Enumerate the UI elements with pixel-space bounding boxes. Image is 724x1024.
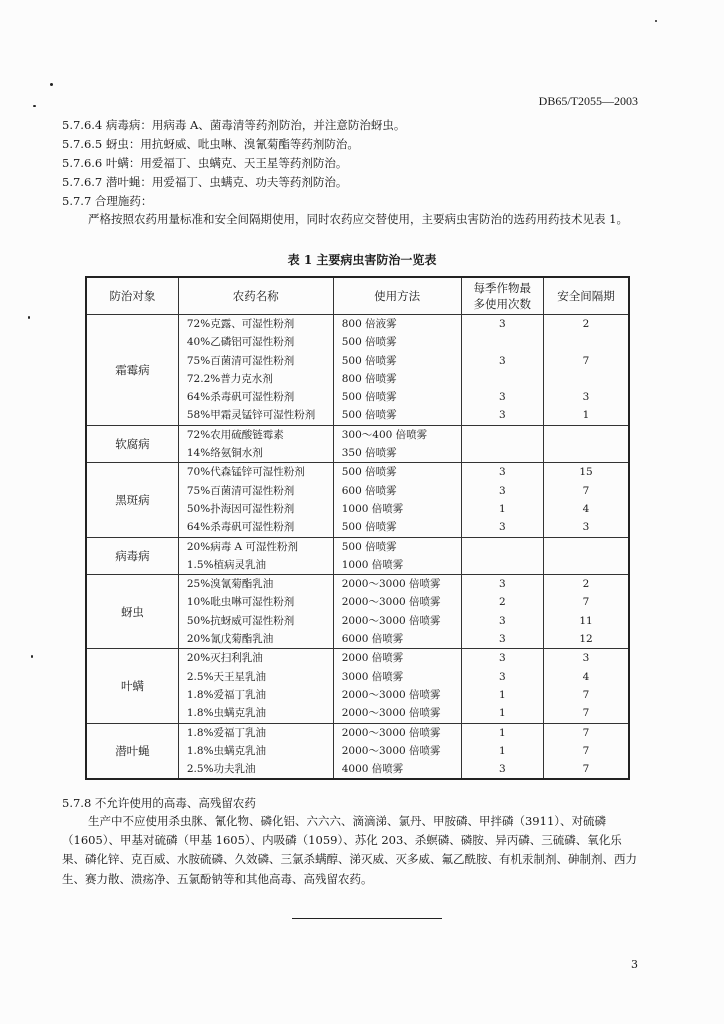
usage-method: 800 倍喷雾 — [341, 372, 397, 385]
clause-5-7-6-7: 5.7.6.7 潜叶蝇：用爱福丁、虫螨克、功夫等药剂防治。 — [62, 175, 348, 189]
pesticide-name: 50%扑海因可湿性粉剂 — [186, 502, 295, 515]
target-cell: 软腐病 — [86, 425, 178, 463]
safety-interval-cell — [544, 537, 629, 575]
pesticide-name: 1.8%爱福丁乳油 — [186, 726, 267, 739]
clause-5-7-6-6: 5.7.6.6 叶螨：用爱福丁、虫螨克、天王星等药剂防治。 — [62, 156, 348, 170]
clause-5-7-7-body: 严格按照农药用量标准和安全间隔期使用，同时农药应交替使用，主要病虫害防治的选药用药技术见表 1。 — [88, 212, 628, 226]
safety-interval: 7 — [582, 688, 590, 701]
target-cell: 蚜虫 — [86, 575, 178, 649]
target-cell: 病毒病 — [86, 537, 178, 575]
table-header-row — [86, 277, 629, 315]
safety-interval-cell — [544, 649, 629, 723]
pesticide-name: 72.2%普力克水剂 — [186, 372, 273, 385]
header-pesticide: 农药名称 — [178, 277, 333, 315]
safety-interval: 2 — [582, 318, 590, 330]
max-times — [462, 370, 543, 388]
pesticide-name: 50%抗蚜威可湿性粉剂 — [186, 614, 295, 627]
footer-rule — [292, 918, 442, 919]
usage-method: 2000 倍喷雾 — [341, 652, 404, 665]
table-group-row — [86, 425, 629, 463]
usage-method: 350 倍喷雾 — [341, 447, 397, 460]
safety-interval — [544, 370, 628, 388]
usage-method: 2000～3000 倍喷雾 — [341, 688, 441, 701]
pesticide-name: 25%溴氰菊酯乳油 — [186, 578, 274, 591]
pesticide-name: 64%杀毒矾可湿性粉剂 — [186, 391, 295, 404]
safety-interval-cell — [544, 425, 629, 463]
safety-interval — [544, 444, 628, 462]
max-times: 3 — [498, 484, 506, 497]
safety-interval — [544, 538, 628, 556]
safety-interval: 12 — [579, 633, 593, 646]
scan-speck — [28, 316, 30, 319]
max-times-cell — [461, 537, 543, 575]
safety-interval-cell — [544, 723, 629, 779]
clause-5-7-8-body: 生产中不应使用杀虫脒、氰化物、磷化铝、六六六、滴滴涕、氯丹、甲胺磷、甲拌磷（3911）、对硫磷（1605）、甲基对硫磷（甲基 1605）、内吸磷（1059）、苏化 203、杀螟磷、磷胺、异丙磷、三硫磷、氧化乐果、磷化锌、克百威、水胺硫磷、久效磷、三氯杀螨醇、涕灭威、灭多威、氟乙酰胺、有机汞制剂、砷制剂、西力生、赛力散、溃疡净、五氯酚钠等和其他高毒、高残留农药。 — [62, 814, 637, 886]
usage-method-cell — [333, 537, 461, 575]
max-times-cell — [461, 463, 543, 537]
safety-interval: 7 — [582, 744, 590, 757]
pesticide-name: 1.5%植病灵乳油 — [186, 558, 267, 571]
table-group-row — [86, 575, 629, 649]
pesticide-name: 58%甲霜灵锰锌可湿性粉剂 — [186, 409, 316, 422]
usage-method: 800 倍液雾 — [341, 318, 397, 330]
usage-method: 2000～3000 倍喷雾 — [341, 614, 441, 627]
pesticide-name-cell — [178, 315, 333, 426]
pesticide-name-cell — [178, 575, 333, 649]
target-cell: 黑斑病 — [86, 463, 178, 537]
usage-method: 500 倍喷雾 — [341, 521, 397, 534]
max-times: 3 — [498, 652, 506, 665]
header-max-times-line1: 每季作物最 — [473, 281, 532, 295]
usage-method: 2000～3000 倍喷雾 — [341, 596, 441, 609]
page-number: 3 — [631, 958, 638, 971]
table-group-row — [86, 315, 629, 426]
max-times-cell — [461, 315, 543, 426]
pesticide-name: 40%乙磷铝可湿性粉剂 — [186, 336, 295, 349]
max-times: 3 — [498, 614, 506, 627]
max-times: 3 — [498, 670, 506, 683]
pesticide-name-cell — [178, 463, 333, 537]
safety-interval-cell — [544, 315, 629, 426]
usage-method: 500 倍喷雾 — [341, 466, 397, 479]
usage-method: 600 倍喷雾 — [341, 484, 397, 497]
usage-method: 6000 倍喷雾 — [341, 633, 404, 646]
pesticide-name: 14%络氨铜水剂 — [186, 447, 263, 460]
target-cell: 霜霉病 — [86, 315, 178, 426]
max-times: 3 — [498, 521, 506, 534]
pesticide-name: 75%百菌清可湿性粉剂 — [186, 354, 295, 367]
pesticide-name-cell — [178, 723, 333, 779]
pesticide-name: 1.8%爱福丁乳油 — [186, 688, 267, 701]
usage-method: 2000～3000 倍喷雾 — [341, 707, 441, 720]
max-times: 3 — [498, 318, 506, 330]
max-times: 3 — [498, 578, 506, 591]
safety-interval: 7 — [582, 707, 590, 720]
clause-5-7-6-5: 5.7.6.5 蚜虫：用抗蚜威、吡虫啉、溴氰菊酯等药剂防治。 — [62, 137, 359, 151]
pesticide-name: 2.5%功夫乳油 — [186, 763, 256, 776]
pesticide-name: 70%代森锰锌可湿性粉剂 — [186, 466, 305, 479]
safety-interval: 7 — [582, 763, 590, 776]
pesticide-name-cell — [178, 537, 333, 575]
target-cell: 潜叶蝇 — [86, 723, 178, 779]
clause-5-7-8-title: 5.7.8 不允许使用的高毒、高残留农药 — [62, 796, 256, 810]
max-times: 1 — [498, 744, 506, 757]
safety-interval: 1 — [582, 409, 590, 422]
table-group-row — [86, 537, 629, 575]
clause-5-7-7-title: 5.7.7 合理施药： — [62, 194, 153, 208]
pesticide-name: 1.8%虫螨克乳油 — [186, 744, 267, 757]
max-times: 3 — [498, 466, 506, 479]
usage-method-cell — [333, 575, 461, 649]
header-max-times-line2: 多使用次数 — [473, 297, 532, 311]
table-group-row — [86, 463, 629, 537]
pesticide-name: 20%氰戊菊酯乳油 — [186, 633, 274, 646]
usage-method: 2000～3000 倍喷雾 — [341, 578, 441, 591]
usage-method: 500 倍喷雾 — [341, 540, 397, 553]
safety-interval: 4 — [582, 670, 590, 683]
pesticide-name: 2.5%天王星乳油 — [186, 670, 267, 683]
safety-interval — [544, 426, 628, 444]
table-group-row — [86, 649, 629, 723]
usage-method: 500 倍喷雾 — [341, 409, 397, 422]
scan-speck — [50, 83, 53, 86]
usage-method: 3000 倍喷雾 — [341, 670, 404, 683]
safety-interval: 2 — [582, 578, 590, 591]
max-times-cell — [461, 649, 543, 723]
safety-interval — [544, 333, 628, 351]
pesticide-name: 10%吡虫啉可湿性粉剂 — [186, 596, 295, 609]
header-method: 使用方法 — [333, 277, 461, 315]
usage-method-cell — [333, 315, 461, 426]
pest-control-table — [85, 276, 630, 780]
usage-method: 500 倍喷雾 — [341, 336, 397, 349]
pesticide-name: 1.8%虫螨克乳油 — [186, 707, 267, 720]
max-times: 3 — [498, 354, 506, 367]
safety-interval: 11 — [579, 614, 593, 627]
max-times — [462, 538, 543, 556]
clause-5-7-6-4: 5.7.6.4 病毒病：用病毒 A、菌毒清等药剂防治，并注意防治蚜虫。 — [62, 118, 406, 132]
table-group-row — [86, 723, 629, 779]
max-times: 1 — [498, 502, 506, 515]
pesticide-name: 75%百菌清可湿性粉剂 — [186, 484, 295, 497]
scan-speck — [31, 655, 33, 658]
max-times — [462, 426, 543, 444]
max-times-cell — [461, 425, 543, 463]
safety-interval-cell — [544, 463, 629, 537]
scan-speck — [655, 20, 657, 22]
max-times — [462, 556, 543, 574]
table-caption: 表 1 主要病虫害防治一览表 — [287, 253, 437, 267]
safety-interval: 3 — [582, 521, 590, 534]
safety-interval: 7 — [582, 596, 590, 609]
pesticide-name-cell — [178, 649, 333, 723]
safety-interval: 15 — [579, 466, 593, 479]
safety-interval: 3 — [582, 391, 590, 404]
pesticide-name: 64%杀毒矾可湿性粉剂 — [186, 521, 295, 534]
usage-method: 2000～3000 倍喷雾 — [341, 744, 441, 757]
pesticide-name: 72%克露、可湿性粉剂 — [186, 318, 295, 330]
usage-method: 1000 倍喷雾 — [341, 558, 404, 571]
header-safety-interval: 安全间隔期 — [544, 277, 629, 315]
max-times: 2 — [498, 596, 506, 609]
usage-method: 300～400 倍喷雾 — [341, 428, 428, 441]
safety-interval: 4 — [582, 502, 590, 515]
safety-interval — [544, 556, 628, 574]
safety-interval-cell — [544, 575, 629, 649]
safety-interval: 3 — [582, 652, 590, 665]
pesticide-name: 72%农用硫酸链霉素 — [186, 428, 284, 441]
scan-speck — [33, 105, 36, 107]
usage-method: 500 倍喷雾 — [341, 391, 397, 404]
usage-method-cell — [333, 463, 461, 537]
max-times — [462, 333, 543, 351]
max-times: 3 — [498, 409, 506, 422]
pesticide-name: 20%病毒 A 可湿性粉剂 — [186, 540, 298, 553]
header-target: 防治对象 — [86, 277, 178, 315]
max-times: 1 — [498, 688, 506, 701]
safety-interval: 7 — [582, 726, 590, 739]
pesticide-name-cell — [178, 425, 333, 463]
usage-method-cell — [333, 649, 461, 723]
usage-method: 4000 倍喷雾 — [341, 763, 404, 776]
max-times — [462, 444, 543, 462]
usage-method: 2000～3000 倍喷雾 — [341, 726, 441, 739]
pesticide-name: 20%灭扫利乳油 — [186, 652, 263, 665]
usage-method-cell — [333, 425, 461, 463]
header-max-times — [461, 277, 543, 315]
target-cell: 叶螨 — [86, 649, 178, 723]
max-times-cell — [461, 575, 543, 649]
max-times: 1 — [498, 726, 506, 739]
max-times: 1 — [498, 707, 506, 720]
max-times: 3 — [498, 391, 506, 404]
max-times: 3 — [498, 633, 506, 646]
safety-interval: 7 — [582, 484, 590, 497]
max-times-cell — [461, 723, 543, 779]
max-times: 3 — [498, 763, 506, 776]
usage-method: 500 倍喷雾 — [341, 354, 397, 367]
document-code: DB65/T2055—2003 — [538, 94, 638, 108]
usage-method-cell — [333, 723, 461, 779]
safety-interval: 7 — [582, 354, 590, 367]
usage-method: 1000 倍喷雾 — [341, 502, 404, 515]
